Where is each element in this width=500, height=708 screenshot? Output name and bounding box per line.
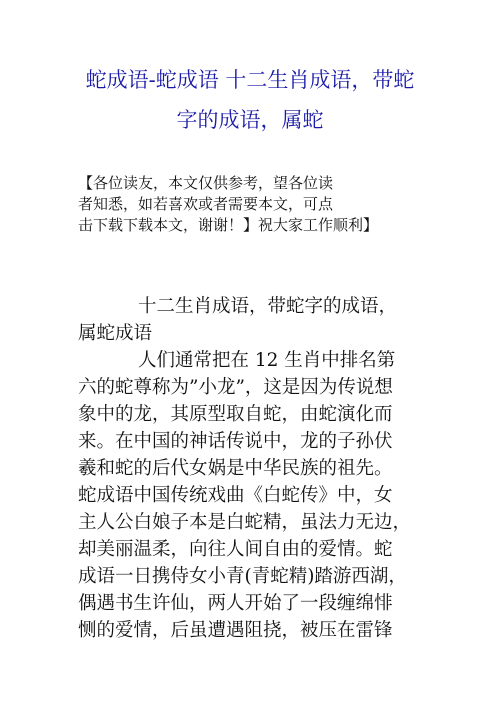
paragraph-line: 人们通常把在 12 生肖中排名第: [138, 350, 396, 371]
paragraph-line: 偶遇书生许仙，两人开始了一段缠绵悱: [78, 593, 393, 614]
notice-line-3: 击下载下载本文，谢谢！】祝大家工作顺利】: [78, 216, 379, 234]
paragraph-line: 象中的龙，其原型取自蛇，由蛇演化而: [78, 404, 393, 425]
article-heading-line-1: 十二生肖成语，带蛇字的成语，: [138, 296, 398, 317]
document-title-line-1: 蛇成语-蛇成语 十二生肖成语，带蛇: [85, 68, 415, 92]
paragraph-line: 蛇成语中国传统戏曲《白蛇传》中，女: [78, 485, 393, 506]
document-title-line-2: 字的成语，属蛇: [176, 108, 324, 132]
paragraph-line: 羲和蛇的后代女娲是中华民族的祖先。: [78, 458, 393, 479]
paragraph-line: 来。在中国的神话传说中，龙的子孙伏: [78, 431, 393, 452]
paragraph-line: 却美丽温柔，向往人间自由的爱情。蛇: [78, 539, 393, 560]
article-heading-line-2: 属蛇成语: [78, 323, 153, 344]
paragraph-line: 主人公白娘子本是白蛇精，虽法力无边，: [78, 512, 412, 533]
notice-line-1: 【各位读友，本文仅供参考，望各位读: [78, 174, 334, 192]
paragraph-line: 成语一日携侍女小青(青蛇精)踏游西湖，: [78, 566, 407, 587]
paragraph-line: 恻的爱情，后虽遭遇阻挠，被压在雷锋: [78, 620, 393, 641]
paragraph-line: 六的蛇尊称为”小龙”，这是因为传说想: [78, 377, 393, 398]
notice-line-2: 者知悉，如若喜欢或者需要本文，可点: [78, 195, 334, 213]
